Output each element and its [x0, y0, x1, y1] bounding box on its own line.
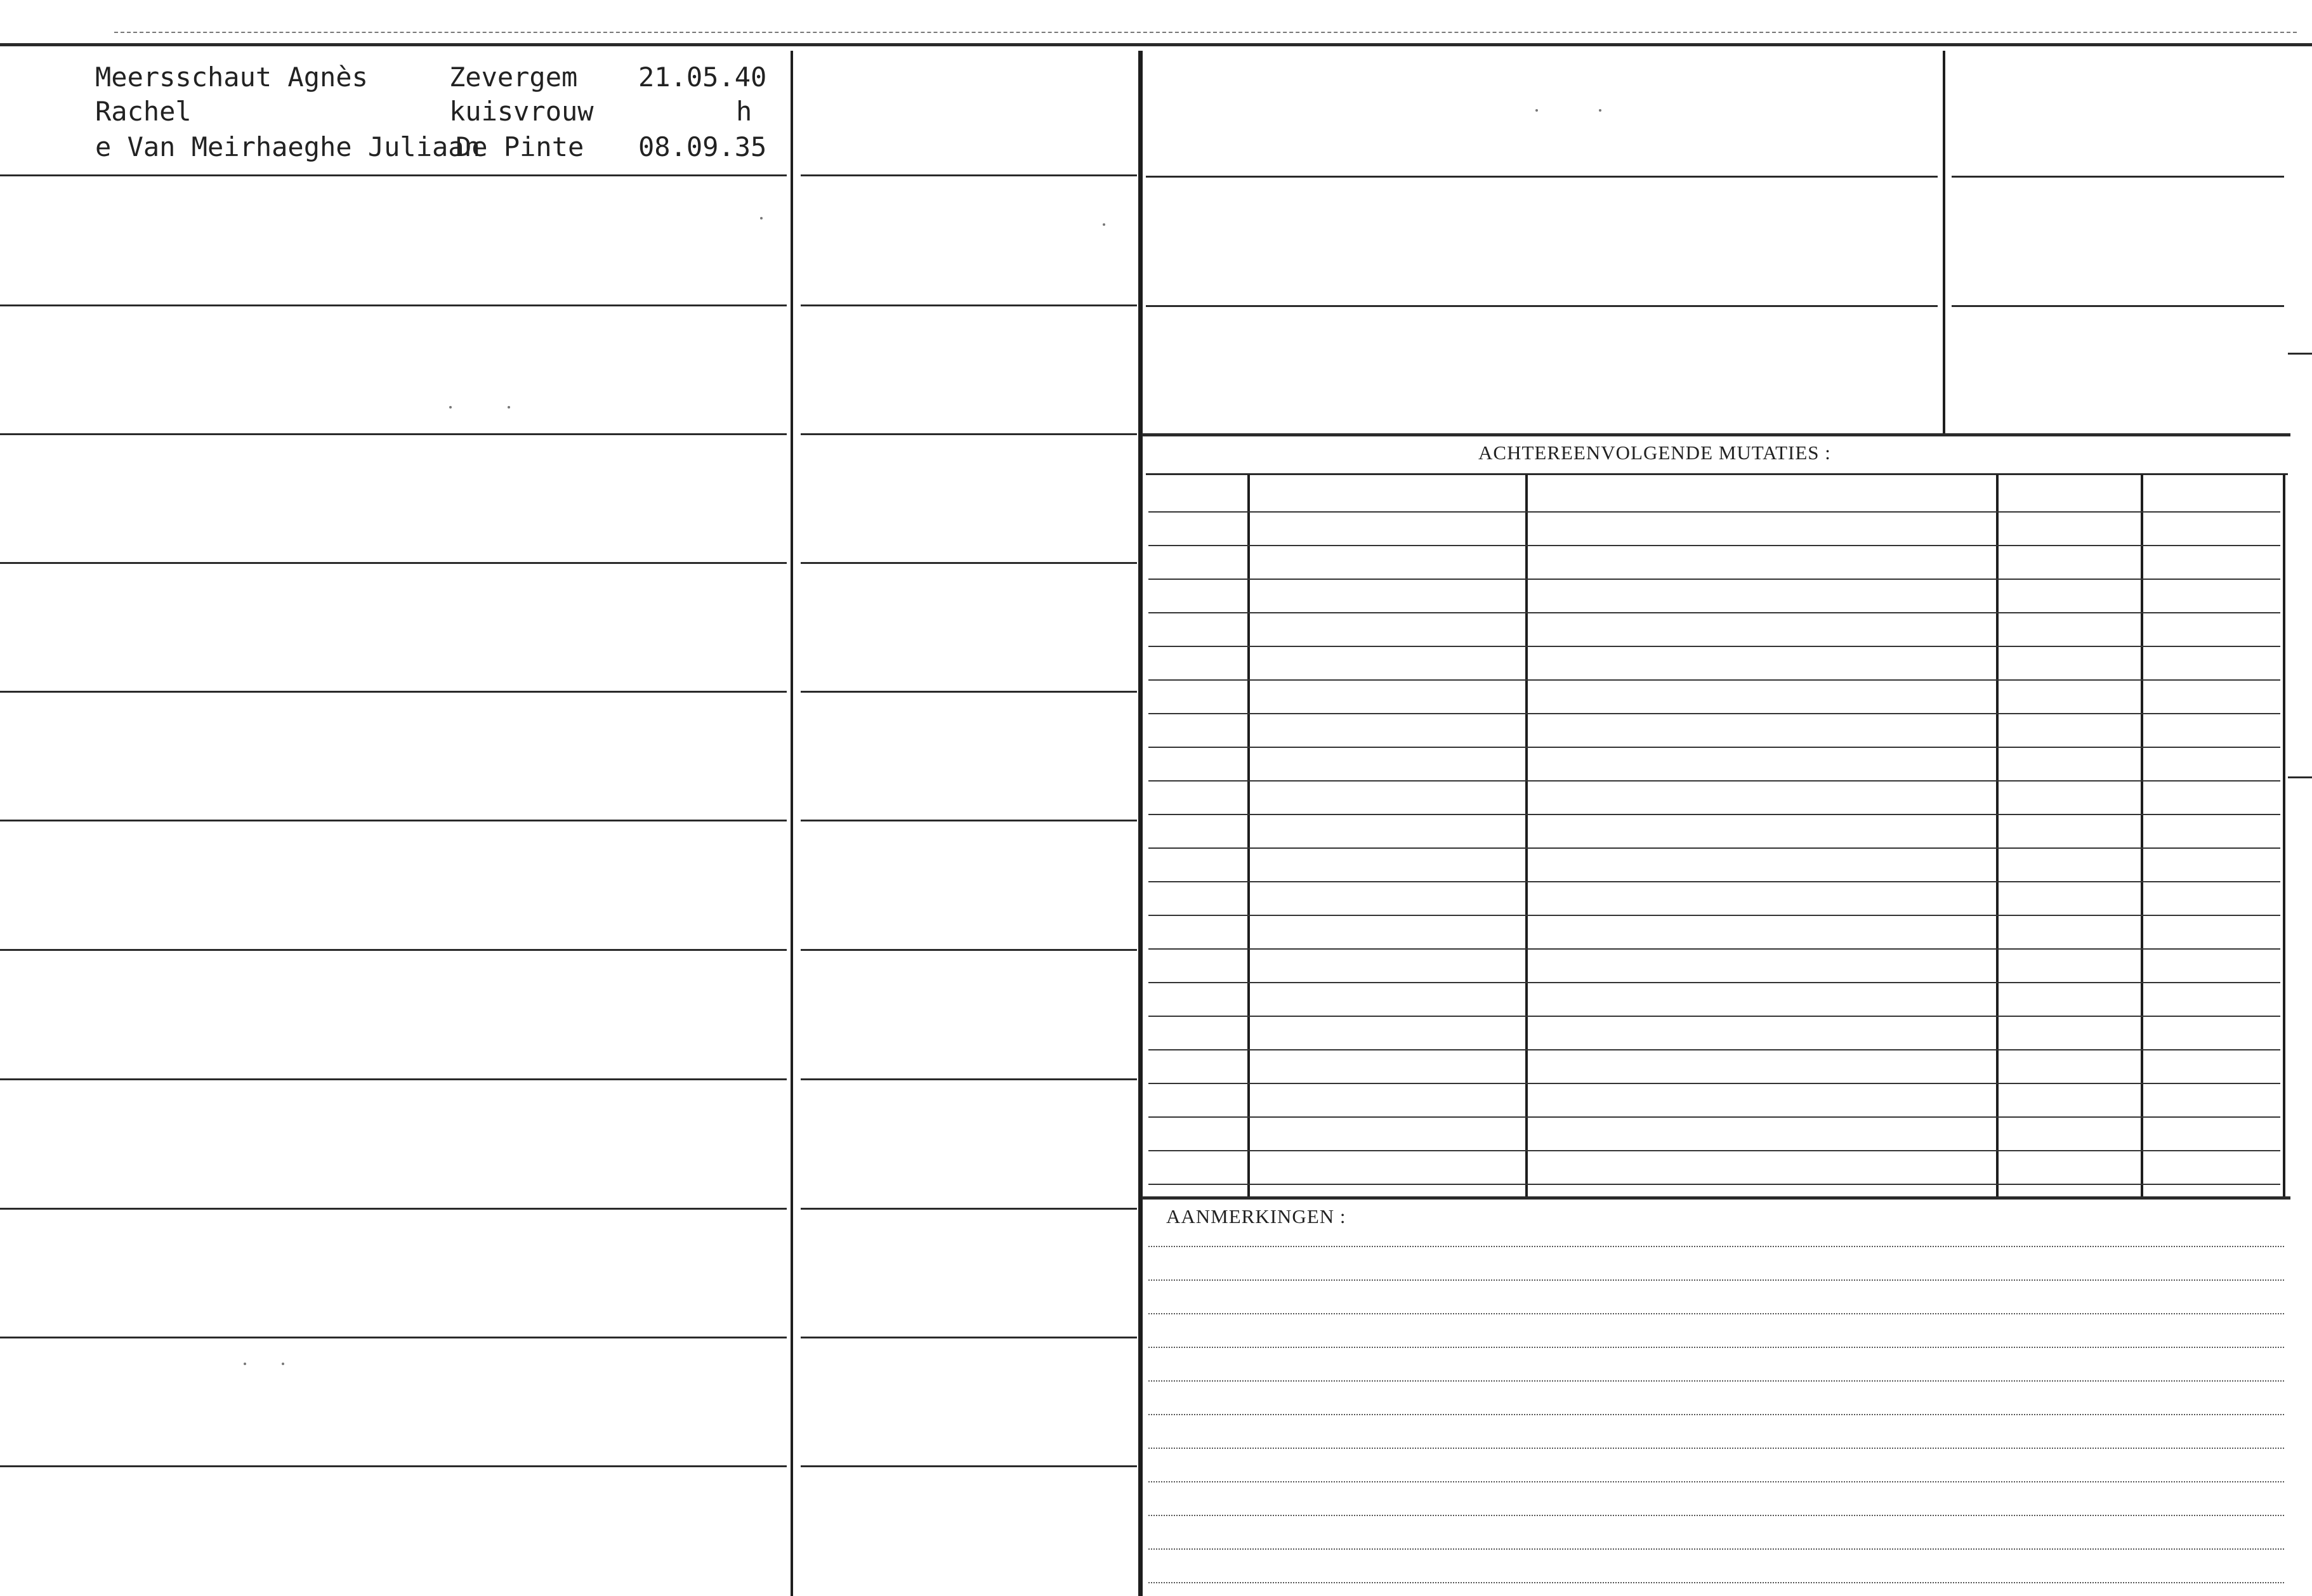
- aanmerkingen-line: [1148, 1414, 2284, 1415]
- mutaties-row-line: [1148, 747, 2280, 748]
- row-rule: [0, 562, 787, 564]
- mutaties-header: ACHTEREENVOLGENDE MUTATIES :: [1478, 442, 1831, 464]
- row-rule: [0, 304, 787, 306]
- aanmerkingen-line: [1148, 1448, 2284, 1449]
- mutaties-col-divider: [1525, 474, 1528, 1199]
- mutaties-row-line: [1148, 713, 2280, 714]
- mutaties-row-line: [1148, 511, 2280, 513]
- aanmerkingen-line: [1148, 1548, 2284, 1550]
- mutaties-row-line: [1148, 915, 2280, 916]
- row-rule: [0, 1465, 787, 1467]
- row-rule: [801, 691, 1137, 693]
- left-column-divider: [791, 51, 793, 1596]
- row-rule: [801, 304, 1137, 306]
- scan-speck: [244, 1363, 246, 1365]
- row-rule: [801, 562, 1137, 564]
- aanmerkingen-line: [1148, 1380, 2284, 1382]
- scan-speck: [1535, 109, 1538, 112]
- mutaties-row-line: [1148, 1049, 2280, 1050]
- mutaties-row-line: [1148, 1083, 2280, 1084]
- row-rule: [0, 1337, 787, 1338]
- upper-right-rule: [1146, 305, 1938, 307]
- date-2: 08.09.35: [638, 131, 767, 162]
- top-border: [0, 43, 2312, 46]
- mutaties-right-edge: [2283, 474, 2285, 1199]
- row-rule: [0, 820, 787, 821]
- aanmerkingen-line: [1148, 1515, 2284, 1516]
- residence: De Pinte: [456, 131, 584, 162]
- scan-speck: [449, 406, 452, 409]
- aanmerkingen-header: AANMERKINGEN :: [1166, 1205, 1346, 1227]
- aanmerkingen-line: [1148, 1279, 2284, 1281]
- spouse-name: e Van Meirhaeghe Juliaan: [95, 131, 480, 162]
- row-rule: [0, 174, 787, 176]
- aanmerkingen-line: [1148, 1246, 2284, 1247]
- row-rule: [801, 949, 1137, 951]
- mutaties-row-line: [1148, 1184, 2280, 1185]
- upper-right-rule: [1952, 176, 2284, 178]
- gender-mark: h: [736, 96, 752, 127]
- row-rule: [801, 1208, 1137, 1210]
- upper-right-divider: [1943, 51, 1945, 434]
- mutaties-row-line: [1148, 679, 2280, 681]
- upper-right-rule: [1952, 305, 2284, 307]
- aanmerkingen-line: [1148, 1313, 2284, 1314]
- mutaties-row-line: [1148, 780, 2280, 782]
- mutaties-row-line: [1148, 1016, 2280, 1017]
- date-1: 21.05.40: [638, 62, 767, 93]
- mutaties-top-rule: [1142, 433, 2290, 436]
- birthplace: Zevergem: [449, 62, 578, 93]
- aanmerkingen-line: [1148, 1481, 2284, 1482]
- row-rule: [801, 174, 1137, 176]
- mutaties-row-line: [1148, 579, 2280, 580]
- mutaties-row-line: [1148, 982, 2280, 983]
- mutaties-row-line: [1148, 646, 2280, 647]
- mutaties-row-line: [1148, 881, 2280, 882]
- top-edge-dashes: [114, 32, 2297, 33]
- scan-speck: [1599, 109, 1601, 112]
- row-rule: [0, 433, 787, 435]
- scan-speck: [1103, 223, 1105, 226]
- row-rule: [801, 1078, 1137, 1080]
- edge-tick: [2288, 776, 2312, 778]
- scan-speck: [508, 406, 510, 409]
- row-rule: [0, 1078, 787, 1080]
- mutaties-row-line: [1148, 1116, 2280, 1118]
- occupation: kuisvrouw: [449, 96, 594, 127]
- row-rule: [801, 433, 1137, 435]
- mutaties-col-divider: [1996, 474, 1999, 1199]
- row-rule: [801, 820, 1137, 821]
- mutaties-table-top: [1146, 473, 2288, 475]
- mutaties-col-divider: [2141, 474, 2143, 1199]
- row-rule: [801, 1465, 1137, 1467]
- row-rule: [0, 949, 787, 951]
- mutaties-row-line: [1148, 847, 2280, 849]
- scan-speck: [760, 217, 763, 219]
- upper-right-rule: [1146, 176, 1938, 178]
- person-name: Meersschaut Agnès: [95, 62, 368, 93]
- mutaties-row-line: [1148, 948, 2280, 950]
- person-given-name: Rachel: [95, 96, 192, 127]
- aanmerkingen-line: [1148, 1347, 2284, 1348]
- mutaties-row-line: [1148, 545, 2280, 546]
- edge-tick: [2288, 353, 2312, 355]
- mutaties-bottom-rule: [1142, 1196, 2290, 1200]
- scan-speck: [282, 1363, 284, 1365]
- row-rule: [801, 1337, 1137, 1338]
- mutaties-row-line: [1148, 612, 2280, 613]
- mutaties-row-line: [1148, 1150, 2280, 1151]
- mutaties-row-line: [1148, 814, 2280, 815]
- row-rule: [0, 1208, 787, 1210]
- aanmerkingen-line: [1148, 1582, 2284, 1583]
- row-rule: [0, 691, 787, 693]
- middle-column-divider: [1138, 51, 1143, 1596]
- mutaties-col-divider: [1247, 474, 1250, 1199]
